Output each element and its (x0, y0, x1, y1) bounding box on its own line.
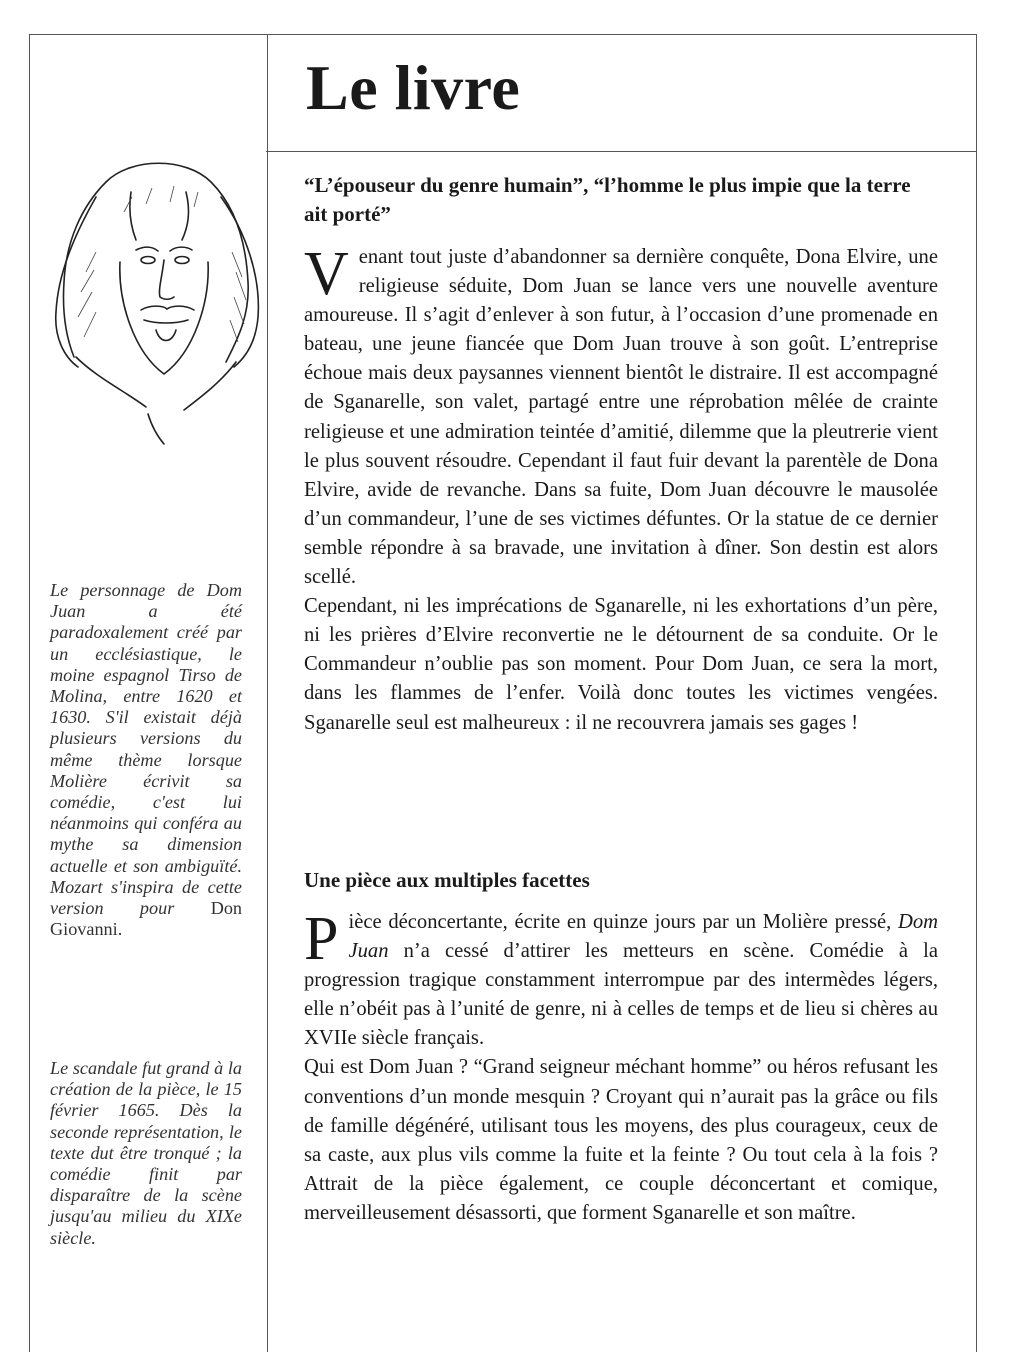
sidebar-note-1-text: Le personnage de Dom Juan a été paradoxalement créé par un ecclésiastique, le moine espagnol Tirso de Molina, entre 1620 et 1630. S'il existait déjà plusieurs versions du même thème lorsque Molière écrivit sa comédie, c'est lui néanmoins qui conféra au mythe sa dimension actuelle et son ambiguïté. Mozart s'inspira de cette version pour (50, 580, 242, 919)
section-1-heading: “L’épouseur du genre humain”, “l’homme le plus impie que la terre ait porté” (304, 173, 911, 226)
play-title: Dom Juan (348, 911, 938, 963)
portrait-illustration (36, 152, 264, 452)
drop-cap-v: V (304, 240, 349, 308)
section-2-heading: Une pièce aux multiples facettes (304, 868, 590, 892)
sidebar-note-1 (50, 580, 242, 940)
page-title: Le livre (306, 52, 521, 123)
section-2-paragraph-1 (304, 905, 939, 1053)
section-1-body (304, 240, 938, 738)
section-1-paragraph-1-text: enant tout juste d’abandonner sa dernière conquête, Dona Elvire, une religieuse séduite, Dom Juan se lance vers une nouvelle aventure amoureuse. Il s’agit d’enlever à son futur, à l’occasion d’une promenade en bateau, une jeune fiancée que Dom Juan trouve à son goût. L’entreprise échoue mais deux paysannes viennent bientôt le distraire. Il est accompagné de Sganarelle, son valet, partagé entre une réprobation mêlée de crainte religieuse et une admiration teintée d’amitié, dilemme que la pleutrerie vient le plus souvent résoudre. Cependant il faut fuir devant la parentèle de Dona Elvire, avide de revanche. Dans sa fuite, Dom Juan découvre le mausolée d’un commandeur, l’une de ses victimes défuntes. Or la statue de ce dernier semble répondre à sa bravade, une invitation à dîner. Son destin est alors scellé. (304, 246, 938, 589)
section-2-paragraph-1-text-a: ièce déconcertante, écrite en quinze jours par un Molière pressé, (348, 911, 892, 933)
section-2-paragraph-1-text-b: n’a cessé d’attirer les metteurs en scène. Comédie à la progression tragique constamment interrompue par des intermèdes légers, elle n’obéit pas à l’unité de genre, ni à celles de temps et de lieu si chères au XVIIe siècle français. (304, 940, 939, 1050)
section-2-body (304, 905, 939, 1228)
section-1-paragraph-1 (304, 240, 938, 592)
sidebar-note-1-opera-title: Don Giovanni. (50, 898, 243, 940)
section-2-paragraph-2: Qui est Dom Juan ? “Grand seigneur méchant homme” ou héros refusant les conventions d’un monde mesquin ? Croyant qui n’aurait pas la grâce ou fils de famille dégénéré, utilisant tous les moyens, des plus courageux, ceux de sa caste, aux plus vils comme la fuite et la feinte ? Ou tout cela à la fois ? Attrait de la pièce également, ce couple déconcertant et comique, merveilleusement désassorti, que forment Sganarelle et son maître. (304, 1056, 938, 1224)
section-1-paragraph-2: Cependant, ni les imprécations de Sganarelle, ni les exhortations d’un père, ni les prières d’Elvire reconvertie ne le détournent de sa conduite. Or le Commandeur n’oublie pas son moment. Pour Dom Juan, ce sera la mort, dans les flammes de l’enfer. Voilà donc toutes les victimes vengées. Sganarelle seul est malheureux : il ne recouvrera jamais ses gages ! (304, 595, 938, 734)
drop-cap-p: P (304, 905, 339, 973)
sidebar-note-2: Le scandale fut grand à la création de la pièce, le 15 février 1665. Dès la seconde représentation, le texte dut être tronqué ; la comédie finit par disparaître de la scène jusqu'au milieu du XIXe siècle. (50, 1058, 242, 1248)
title-divider (266, 151, 977, 152)
